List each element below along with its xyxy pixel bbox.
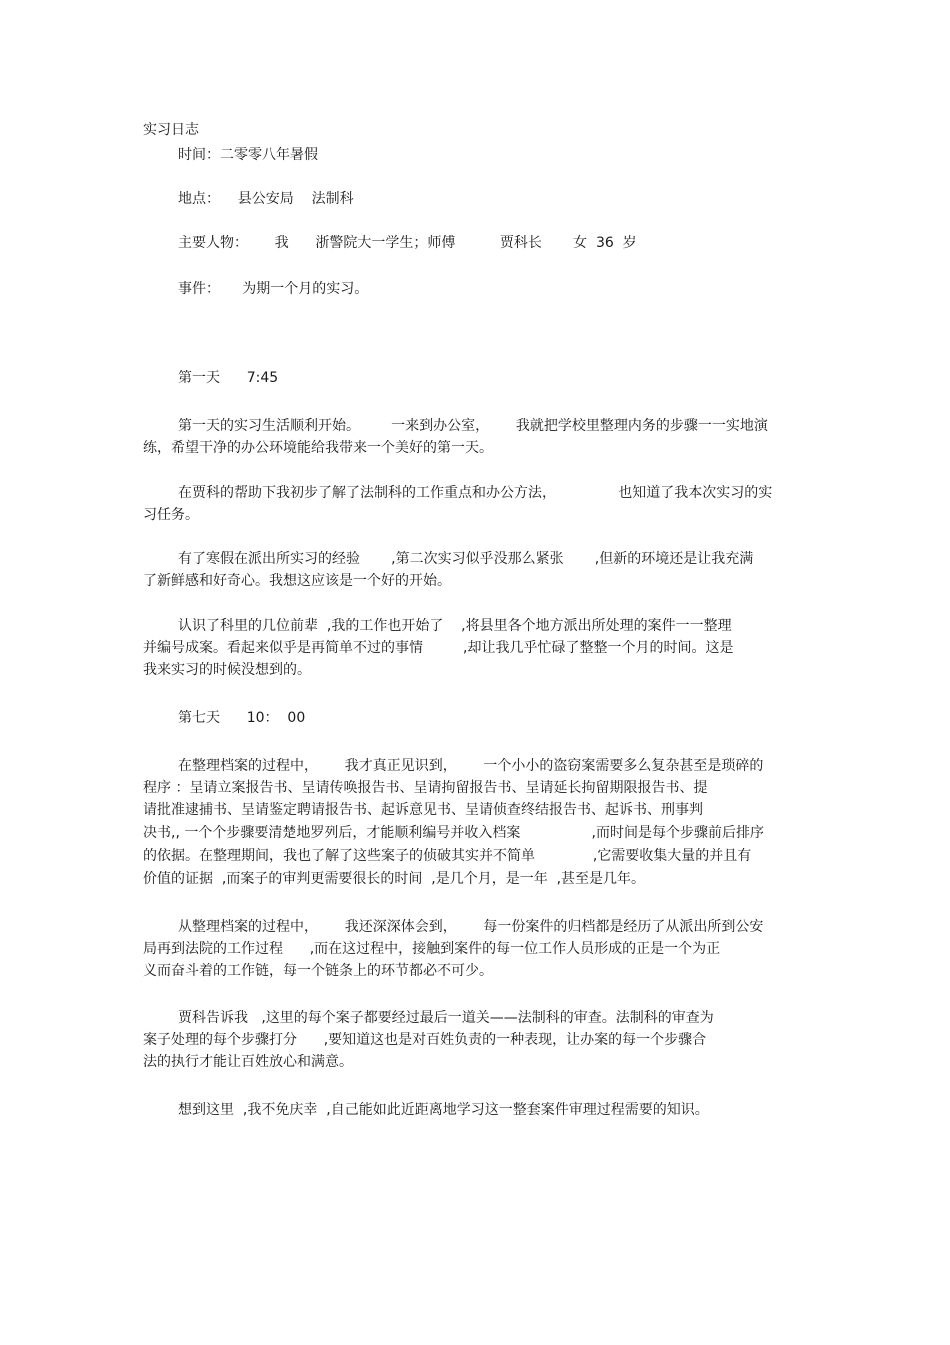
day1-p3-line: 有了寒假在派出所实习的经验 ,第二次实习似乎没那么紧张 ,但新的环境还是让我充满 <box>178 551 754 567</box>
day7-p4-line: 想到这里 ,我不免庆幸 ,自己能如此近距离地学习这一整套案件审理过程需要的知识。 <box>178 1102 709 1118</box>
day7-heading: 第七天 10： 00 <box>178 710 306 726</box>
header-place: 地点： 县公安局 法制科 <box>178 191 354 207</box>
day1-p3-line: 了新鲜感和好奇心。我想这应该是一个好的开始。 <box>143 573 451 589</box>
day1-p1-line: 练，希望干净的办公环境能给我带来一个美好的第一天。 <box>143 440 493 456</box>
day1-p4-line: 并编号成案。看起来似乎是再简单不过的事情 ,却让我几乎忙碌了整整一个月的时间。这是 <box>143 640 734 656</box>
day1-heading: 第一天 7:45 <box>178 370 279 386</box>
header-people: 主要人物： 我 浙警院大一学生；师傅 贾科长 女 36 岁 <box>178 235 637 251</box>
day1-p2-line: 在贾科的帮助下我初步了解了法制科的工作重点和办公方法， 也知道了我本次实习的实 <box>178 485 773 501</box>
day7-p1-line: 请批准逮捕书、呈请鉴定聘请报告书、起诉意见书、呈请侦查终结报告书、起诉书、刑事判 <box>143 802 703 818</box>
day7-p1-line: 在整理档案的过程中， 我才真正见识到， 一个小小的盗窃案需要多么复杂甚至是琐碎的 <box>178 758 764 774</box>
day7-p1-line: 价值的证据 ,而案子的审判更需要很长的时间 ,是几个月，是一年 ,甚至是几年。 <box>143 871 646 887</box>
day7-p3-line: 贾科告诉我 ,这里的每个案子都要经过最后一道关——法制科的审查。法制科的审查为 <box>178 1010 714 1026</box>
day7-p2-line: 义而奋斗着的工作链，每一个链条上的环节都必不可少。 <box>143 963 493 979</box>
header-time: 时间：二零零八年暑假 <box>178 147 318 163</box>
day7-p1-line: 程序 ：呈请立案报告书、呈请传唤报告书、呈请拘留报告书、呈请延长拘留期限报告书、提 <box>143 780 708 796</box>
day1-p4-line: 认识了科里的几位前辈 ,我的工作也开始了 ,将县里各个地方派出所处理的案件一一整理 <box>178 618 732 634</box>
day1-p2-line: 习任务。 <box>143 507 199 523</box>
day1-p1-line: 第一天的实习生活顺利开始。 一来到办公室， 我就把学校里整理内务的步骤一一实地演 <box>178 418 768 434</box>
header-event: 事件： 为期一个月的实习。 <box>178 281 369 297</box>
day7-p2-line: 局再到法院的工作过程 ,而在这过程中，接触到案件的每一位工作人员形成的正是一个为正 <box>143 941 721 957</box>
document-title: 实习日志 <box>143 122 199 138</box>
day7-p1-line: 决书,, 一个个步骤要清楚地罗列后，才能顺利编号并收入档案 ,而时间是每个步骤前后排序 <box>143 825 765 841</box>
day7-p3-line: 法的执行才能让百姓放心和满意。 <box>143 1054 353 1070</box>
day7-p3-line: 案子处理的每个步骤打分 ,要知道这也是对百姓负责的一种表现，让办案的每一个步骤合 <box>143 1032 707 1048</box>
day7-p1-line: 的依据。在整理期间，我也了解了这些案子的侦破其实并不简单 ,它需要收集大量的并且有 <box>143 848 752 864</box>
day1-p4-line: 我来实习的时候没想到的。 <box>143 662 311 678</box>
day7-p2-line: 从整理档案的过程中， 我还深深体会到， 每一份案件的归档都是经历了从派出所到公安 <box>178 919 764 935</box>
